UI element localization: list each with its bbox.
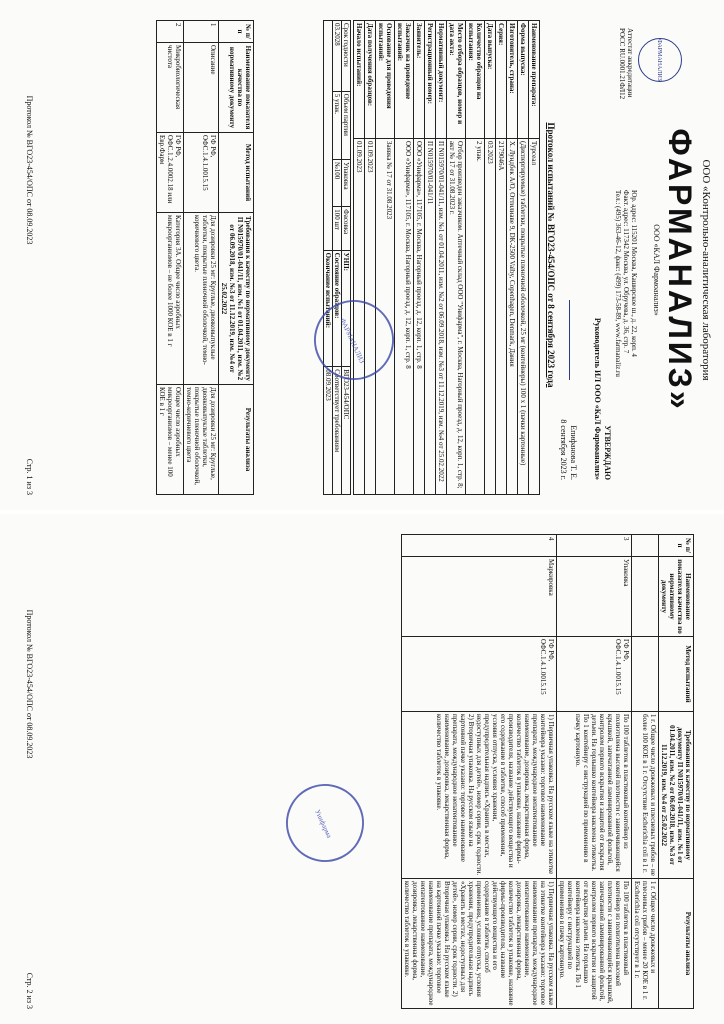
- info-label: Основание для проведения испытаний:: [376, 21, 395, 139]
- qty-value-2: №100: [333, 160, 342, 207]
- cell-method: ГФ РФ, ОФС.1.4.1.0015.15: [402, 637, 557, 712]
- info-value: 01.09.2023: [354, 139, 365, 495]
- info-row: [395, 21, 414, 495]
- footer-page: Стр. 1 из 3: [25, 458, 34, 495]
- info-row: [485, 21, 496, 495]
- table-row: [557, 535, 632, 1009]
- info-label: Заявитель:: [414, 21, 425, 139]
- tests-table-1: [156, 20, 254, 495]
- state-value: Соответствует требованиям: [333, 367, 342, 495]
- info-row: [436, 21, 447, 495]
- cell-n: 4: [402, 535, 557, 557]
- info-label: Наименование препарата:: [529, 21, 540, 139]
- info-label: Начало испытаний:: [354, 21, 365, 139]
- info-value: П N015970/01-041/11, изм. №1 от 01.04.2011, изм. №2 от 06.09.2018, изм. №3 от 11.12.2019, изм. №4 от 25.02.2022: [436, 139, 447, 495]
- info-value: 2179046A: [496, 139, 507, 495]
- company-stamp: [273, 771, 377, 875]
- info-label: Дата получения образцов:: [365, 21, 376, 139]
- qty-header-1: Объем партии: [342, 91, 351, 159]
- footer-protocol-2: Протокол № ВГО23-454/ОПС от 08.09.2023: [25, 609, 34, 759]
- info-label: Нормативный документ:: [436, 21, 447, 139]
- document-page-2: [0, 514, 724, 1024]
- letterhead: [614, 20, 716, 490]
- info-value: Х. Лундбек А/О, Оттилиаве 9, DK-2500 Valby, Copenhagen, Denmark, Дания: [507, 139, 518, 495]
- col-num: № п/п: [219, 21, 254, 43]
- qty-value-0: 03.2028: [333, 21, 342, 92]
- logo-seal: [638, 38, 682, 82]
- document-page-1: [0, 0, 724, 510]
- info-row: [376, 21, 395, 495]
- table-row: [632, 535, 659, 1009]
- cell-req: По 100 таблеток в пластиковый контейнер из полиэтилена высокой плотности с завинчивающейся крышкой, запечатанной ламинированной фольгой, контролем первого вскрытия и защитой от вскрытия детьми. На горлышко контейнера наклеена этикетка. По 1 контейнеру с инструкцией по применению в пачку картонную.: [557, 712, 632, 879]
- signature: [569, 300, 589, 380]
- logo-seal-text: ФАРМАНАЛИЗ: [656, 39, 662, 81]
- cell-method: ГФ РФ, ОФС.1.4.1.0015.15: [557, 637, 632, 712]
- info-value: 2 упак.: [466, 139, 485, 495]
- info-label: Регистрационный номер:: [425, 21, 436, 139]
- info-row: [354, 21, 365, 495]
- col-res: Результаты анализа: [219, 385, 254, 495]
- brand-name: ФАРМАНАЛИЗ»: [662, 128, 698, 412]
- tests-table-2: [401, 534, 694, 1009]
- info-value: 03.2023: [485, 139, 496, 495]
- cell-res: 1) Первичная упаковка. На русском языке на этикетке контейнера указано: торговое наименование препарата, международное непатентованное наименование, дозировка, лекарственная форма, количество таблеток в упаковке, название фирмы-производителя, название действующего вещества и его содержание в таблетке, способ применения, условия отпуска, условия хранения, предупредительная надпись «Хранить в местах, недоступных для детей», номер серии, срок годности. 2) Вторичная упаковка. На русском языке на картонной пачке указано: торговое наименование препарата, международное непатентованное наименование, дозировка, лекарственная форма, количество таблеток в упаковке.: [402, 879, 557, 1009]
- qty-header-2: Упаковка: [342, 160, 351, 207]
- cell-n: [632, 535, 659, 557]
- col-method: Метод испытаний: [219, 133, 254, 213]
- info-row: [507, 21, 518, 495]
- info-label: Серия:: [496, 21, 507, 139]
- info-row: [518, 21, 529, 495]
- info-value: Отбор произведен заказчиком. Аптечный склад ООО "Унифарма", г. Москва, Нагорный проезд, д. 12, корп. 1, стр. 8; акт № 17 от 31.08.2023 г.: [447, 139, 466, 495]
- info-value: Турсеал: [529, 139, 540, 495]
- cell-name: Упаковка: [557, 557, 632, 637]
- qty-value-3: 100 шт: [333, 207, 342, 250]
- accreditation: Аттестат аккредитации РОСС RU.0001.21ФЛ12: [618, 28, 634, 100]
- col-name: Наименование показателя качества по нормативному документу: [219, 43, 254, 133]
- cell-res: По 100 таблеток в пластиковый контейнер из полиэтилена высокой плотности с завинчивающейся крышкой, запечатанной ламинированной фольгой, контролем первого вскрытия и защитой от вскрытия детьми. На горлышко контейнера наклеена этикетка. По 1 контейнеру с инструкцией по применению в пачку картонную.: [557, 879, 632, 1009]
- cell-n: 1: [184, 21, 219, 43]
- cell-n: 2: [157, 21, 184, 43]
- cell-req: Для дозировки 25 мг: Круглые, двояковыпуклые таблетки, покрытые пленочной оболочкой, темно-коричневого цвета.: [184, 213, 219, 385]
- end-label: Окончание испытаний:: [324, 250, 333, 367]
- info-row: [466, 21, 485, 495]
- info-row: [496, 21, 507, 495]
- qty-value-1: 5 упак.: [333, 91, 342, 159]
- col-req: Требования к качеству по нормативному документу П N015970/01-041/11, изм. №1 от 01.04.2011, изм. №2 от 06.09.2018, изм. №3 от 11.12.2019, изм. №4 от 25.02.2022: [219, 213, 254, 385]
- table-row: [402, 535, 557, 1009]
- info-value: ООО «Унифарма», 117105, г. Москва, Нагорный проезд, д. 12, корп. 1, стр. 8: [395, 139, 414, 495]
- cell-method: [632, 637, 659, 712]
- footer-protocol: Протокол № ВГО23-454/ОПС от 08.09.2023: [25, 95, 34, 245]
- info-row: [414, 21, 425, 495]
- qty-header-3: Фасовка: [342, 207, 351, 250]
- unp-label: УНП:: [342, 250, 351, 367]
- info-row: [425, 21, 436, 495]
- info-row: [447, 21, 466, 495]
- cell-req: Категория 3А. Общее число аэробных микроорганизмов – не более 1000 КОЕ в 1 г: [157, 213, 184, 385]
- cell-req: 1) Первичная упаковка. На русском языке на этикетке контейнера указано: торговое наименование препарата, международное непатентованное наименование, дозировка, лекарственная форма, количество таблеток в упаковке, название фирмы-производителя, название действующего вещества и его содержание в таблетке, способ применения, условия отпуска, условия хранения, предупредительная надпись «Хранить в местах, недоступных для детей», номер серии, срок годности. 2) Вторичная упаковка. На русском языке на картонной пачке указано: торговое наименование препарата, международное непатентованное наименование, дозировка, лекарственная форма, количество таблеток в упаковке.: [402, 712, 557, 879]
- info-block: [323, 20, 540, 495]
- qty-header-0: Срок годности: [342, 21, 351, 92]
- cell-method: ГФ РФ, ОФС.1.2.4.0002.18 или Евр.Фарм: [157, 133, 184, 213]
- unp-value: ВГО23-454/ОПС: [342, 367, 351, 495]
- approve-date: 8 сентября 2023 г.: [559, 419, 568, 480]
- info-value: П N015970/01-041/11: [425, 139, 436, 495]
- cell-res: Для дозировки 25 мг: Круглые, двояковыпуклые таблетки, покрытые пленочной оболочкой, темно-коричневого цвета: [184, 385, 219, 495]
- col-name-2: Наименование показателя качества по нормативному документу: [659, 557, 694, 637]
- org-name: ООО «Контрольно-аналитическая лаборатория: [700, 159, 712, 381]
- cell-name: Описание: [184, 43, 219, 133]
- col-res-2: Результаты анализа: [659, 879, 694, 1009]
- info-label: Форма выпуска:: [518, 21, 529, 139]
- info-value: Заявка № 17 от 31.08.2023: [376, 139, 395, 495]
- info-label: Изготовитель, страна:: [507, 21, 518, 139]
- end-value: 08.09.2023: [324, 367, 333, 495]
- info-value: ООО «Унифарма», 117105, г. Москва, Нагорный проезд, д. 12, корп. 1, стр. 8: [414, 139, 425, 495]
- footer-page-2: Стр. 2 из 3: [25, 972, 34, 1009]
- protocol-title: Протокол испытаний № ВГО23-454/ОПС от 8 сентября 2023 года: [546, 122, 556, 388]
- cell-name: Микробиологическая чистота: [157, 43, 184, 133]
- approver-name: Епифанова Т. Е.: [569, 425, 578, 480]
- info-label: Дата выпуска:: [485, 21, 496, 139]
- info-value: 01.09.2023: [365, 139, 376, 495]
- company-stamp-text: Унифарма: [313, 808, 334, 840]
- state-label: Состояние образцов:: [333, 250, 342, 367]
- cell-n: 3: [557, 535, 632, 557]
- org-short: ООО «КАЛ Фармоанализ»: [652, 224, 661, 316]
- address: Юр. адрес: 115201 Москва, Каширское ш., д. 22, корп. 4 Факт. адрес: 117342 Москва, ул. Обручева, д. 36, стр. 7 Тел.: (495) 363-46-12, факс: (499) 173-58-89, www.farmanaliz.ru: [614, 190, 638, 377]
- cell-req: 1 г. Общее число дрожжевых и плесневых грибов – не более 100 КОЕ в 1 г. Отсутствие Escherichia coli в 1 г.: [632, 712, 659, 879]
- info-table: [353, 20, 540, 495]
- approve-text: УТВЕРЖДАЮ Руководитель ИЛ ООО «КаЛ Фармоанализ»: [593, 317, 612, 480]
- page-1-content: [0, 0, 724, 510]
- cell-name: Маркировка: [402, 557, 557, 637]
- cell-res: 1 г. Общее число дрожжевых и плесневых грибов – менее 20 КОЕ в 1 г. Escherichia coli отсутствует в 1 г.: [632, 879, 659, 1009]
- cell-name: [632, 557, 659, 637]
- info-row: [365, 21, 376, 495]
- cell-method: ГФ РФ, ОФС.1.4.1.0015.15: [184, 133, 219, 213]
- info-label: Заказчик на проведение испытаний:: [395, 21, 414, 139]
- col-num-2: № п/п: [659, 535, 694, 557]
- col-req-2: Требования к качеству по нормативному документу П N015970/01-041/11, изм. №1 от 01.04.2011, изм. №2 от 06.09.2018, изм. №3 от 11.12.2019, изм. №4 от 25.02.2022: [659, 712, 694, 879]
- info-label: Место отбора образцов, номер и дата акта:: [447, 21, 466, 139]
- info-row: [529, 21, 540, 495]
- info-label: Количество образцов на испытания:: [466, 21, 485, 139]
- approval-stamp-text: ФАРМАНАЛИЗ: [338, 317, 367, 365]
- table-row: [184, 21, 219, 495]
- table-row: [157, 21, 184, 495]
- info-value: (Диспергируемые) таблетки, покрытые пленочной оболочкой, 25 мг (контейнеры) 100 х 1 (пачки картонные): [518, 139, 529, 495]
- cell-res: Общее число аэробных микроорганизмов – менее 100 КОЕ в 1 г: [157, 385, 184, 495]
- page-2-content: [0, 514, 724, 1024]
- qty-table: [323, 20, 351, 495]
- col-method-2: Метод испытаний: [659, 637, 694, 712]
